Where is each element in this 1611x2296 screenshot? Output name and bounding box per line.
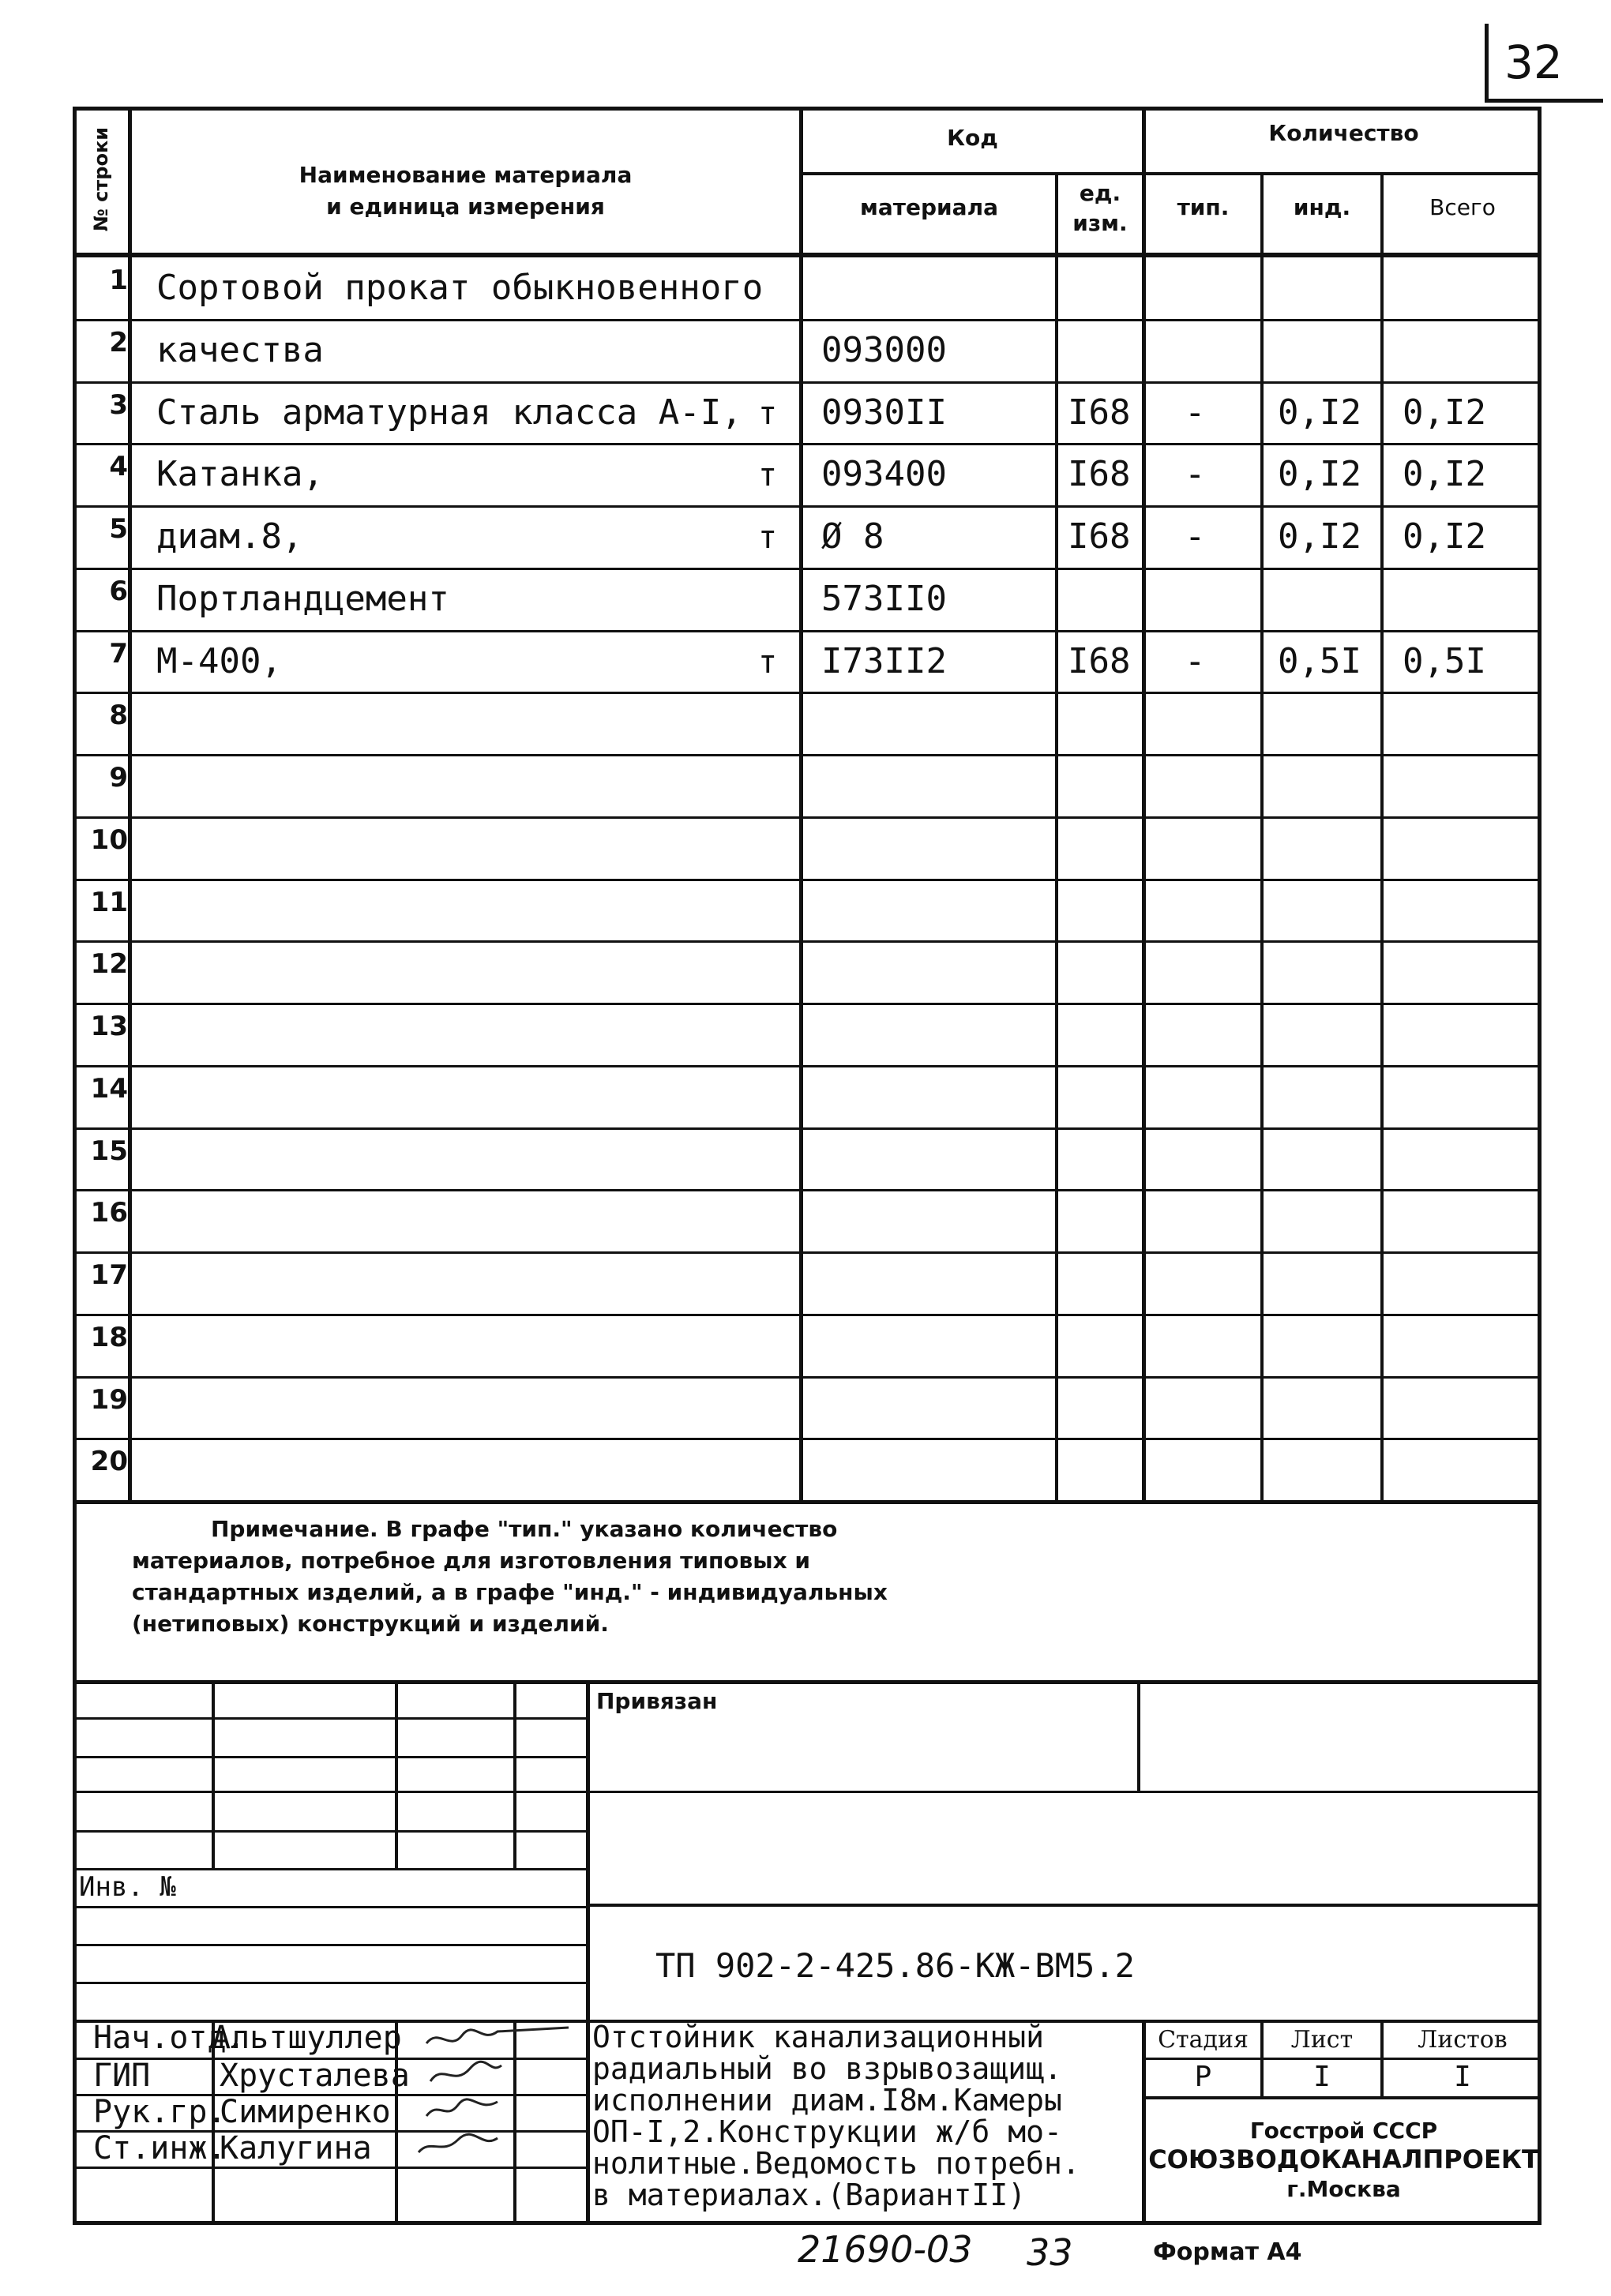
material-name: Катанка,: [156, 454, 324, 495]
organization-line-3: г.Москва: [1286, 2176, 1401, 2202]
qty-typ: -: [1185, 392, 1206, 433]
signature-scribble-2: [430, 2062, 501, 2081]
material-name-header-line2: и единица измерения: [326, 193, 605, 219]
unit-code: I68: [1068, 454, 1131, 495]
material-code: 573II0: [821, 578, 947, 619]
format-label: Формат А4: [1153, 2238, 1302, 2266]
row-number: 14: [90, 1072, 128, 1105]
signature-role-1: Нач.отд.: [93, 2020, 246, 2056]
note-line-4: (нетиповых) конструкций и изделий.: [132, 1611, 609, 1637]
qty-typ: -: [1185, 454, 1206, 495]
handwritten-signatures: [395, 2020, 592, 2170]
qty-total-header: Всего: [1429, 194, 1496, 220]
row-number: 11: [90, 886, 128, 918]
sheet-label: Лист: [1290, 2026, 1354, 2054]
row-number: 13: [90, 1011, 128, 1042]
row-number: 4: [109, 451, 128, 483]
material-code: Ø 8: [821, 516, 884, 557]
row-number: 3: [109, 388, 128, 421]
unit-code: I68: [1068, 640, 1131, 681]
material-code: 0930II: [821, 392, 947, 433]
signature-role-4: Ст.инж.: [93, 2130, 227, 2167]
signature-name-2: Хрусталева: [220, 2058, 410, 2094]
qty-ind: 0,I2: [1278, 516, 1361, 557]
material-name: диам.8,: [156, 516, 303, 557]
signature-name-3: Симиренко: [220, 2094, 391, 2130]
code-unit-header-line2: изм.: [1072, 210, 1128, 236]
qty-typ: -: [1185, 640, 1206, 681]
qty-ind: 0,5I: [1278, 640, 1361, 681]
row-number: 6: [109, 575, 128, 607]
qty-typ: -: [1185, 516, 1206, 557]
material-name: качества: [156, 329, 324, 370]
qty-ind: 0,I2: [1278, 392, 1361, 433]
page-number: 32: [1504, 36, 1563, 89]
signature-scribble-4: [419, 2134, 498, 2152]
measure-unit: т: [758, 395, 778, 432]
stage-value: Р: [1194, 2061, 1212, 2093]
measure-unit: т: [758, 520, 778, 556]
qty-ind: 0,I2: [1278, 454, 1361, 495]
description-line-6: в материалах.(ВариантII): [592, 2178, 1027, 2212]
signature-name-4: Калугина: [220, 2130, 372, 2167]
stage-label: Стадия: [1158, 2026, 1249, 2054]
material-code: 093400: [821, 454, 947, 495]
qty-total: 0,I2: [1403, 454, 1486, 495]
materials-table-frame: [73, 107, 1542, 1504]
row-number: 8: [109, 700, 128, 732]
row-number: 7: [109, 637, 128, 670]
drawing-description: [592, 2021, 1145, 2211]
note-line-1: Примечание. В графе "тип." указано количество: [211, 1516, 838, 1542]
signature-scribble-1: [426, 2028, 569, 2043]
material-code: 093000: [821, 329, 947, 370]
note-line-2: материалов, потребное для изготовления типовых и: [132, 1548, 810, 1574]
inventory-number-label: Инв. №: [79, 1871, 176, 1903]
archive-number: 21690-03: [798, 2228, 973, 2271]
organization-line-2: СОЮЗВОДОКАНАЛПРОЕКТ: [1148, 2144, 1539, 2174]
row-number: 17: [90, 1259, 128, 1291]
row-number: 20: [90, 1446, 128, 1478]
description-line-3: исполнении диам.I8м.Камеры: [592, 2083, 1062, 2118]
code-unit-header-line1: ед.: [1079, 180, 1121, 206]
row-number-header: № строки: [90, 126, 112, 232]
material-name: М-400,: [156, 640, 282, 681]
organization-line-1: Госстрой СССР: [1249, 2118, 1438, 2144]
row-number: 10: [90, 823, 128, 856]
row-number: 5: [109, 513, 128, 545]
page-sequence: 33: [1027, 2231, 1073, 2274]
sheets-label: Листов: [1418, 2026, 1508, 2054]
material-name: Портландцемент: [156, 578, 449, 619]
material-name: Сталь арматурная класса А-I,: [156, 392, 742, 433]
row-number: 15: [90, 1135, 128, 1167]
sheets-value: I: [1454, 2061, 1471, 2093]
row-number: 9: [109, 762, 128, 793]
qty-total: 0,I2: [1403, 516, 1486, 557]
code-header: Код: [947, 125, 998, 151]
measure-unit: т: [758, 457, 778, 494]
qty-ind-header: инд.: [1293, 194, 1351, 220]
description-line-2: радиальный во взрывозащищ.: [592, 2051, 1062, 2086]
description-line-1: Отстойник канализационный: [592, 2020, 1044, 2054]
row-number: 1: [109, 264, 128, 296]
document-code: ТП 902-2-425.86-КЖ-ВМ5.2: [655, 1946, 1135, 1985]
material-name: Сортовой прокат обыкновенного: [156, 268, 764, 308]
qty-typ-header: тип.: [1177, 194, 1230, 220]
row-number: 2: [109, 326, 128, 358]
unit-code: I68: [1068, 516, 1131, 557]
qty-total: 0,I2: [1403, 392, 1486, 433]
row-number: 19: [90, 1383, 128, 1416]
bound-label: Привязан: [596, 1688, 718, 1714]
row-number: 12: [90, 948, 128, 981]
signature-role-3: Рук.гр.: [93, 2094, 227, 2130]
material-name-header-line1: Наименование материала: [299, 162, 633, 188]
description-line-5: нолитные.Ведомость потребн.: [592, 2146, 1080, 2181]
note-line-3: стандартных изделий, а в графе "инд." - индивидуальных: [132, 1579, 888, 1605]
sheet-value: I: [1313, 2061, 1331, 2093]
signature-scribble-3: [426, 2099, 498, 2116]
signature-role-2: ГИП: [93, 2058, 151, 2094]
material-code: I73II2: [821, 640, 947, 681]
row-number: 18: [90, 1321, 128, 1353]
note-block: [73, 1500, 1542, 1682]
code-material-header: материала: [860, 194, 998, 220]
measure-unit: т: [758, 643, 778, 681]
qty-total: 0,5I: [1403, 640, 1486, 681]
unit-code: I68: [1068, 392, 1131, 433]
description-line-4: ОП-I,2.Конструкции ж/б мо-: [592, 2114, 1062, 2149]
signature-name-1: Альтшуллер: [212, 2020, 402, 2056]
row-number: 16: [90, 1197, 128, 1229]
quantity-header: Количество: [1268, 120, 1419, 146]
